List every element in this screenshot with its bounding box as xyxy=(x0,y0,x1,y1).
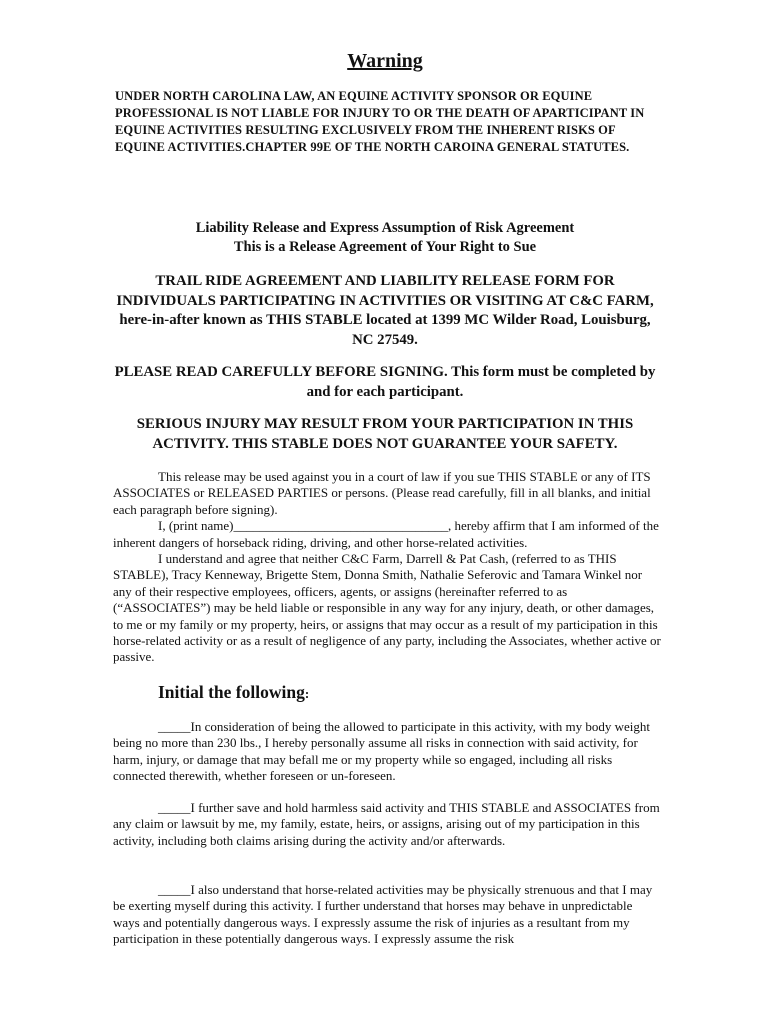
release-heading-line2: This is a Release Agreement of Your Right to Sue xyxy=(233,239,537,255)
serious-injury-notice: SERIOUS INJURY MAY RESULT FROM YOUR PARTICIPATION IN THIS ACTIVITY. THIS STABLE DOES NOT GUARANTEE YOUR SAFETY. xyxy=(136,416,634,452)
initial-item-3: _____I also understand that horse-related activities may be physically strenuous and that I may be exerting myself during this activity. I further understand that horses may behave in unpredictable ways and potentially dangerous ways. I expressly assume the risk of injuries as a resultant from my participation in these potentially dangerous ways. I expressly assume the risk xyxy=(113,882,653,947)
initial-heading: Initial the following: xyxy=(158,682,310,702)
release-heading xyxy=(110,219,660,257)
body-paragraph-3: I understand and agree that neither C&C Farm, Darrell & Pat Cash, (referred to as THIS STABLE), Tracy Kenneway, Brigette Stem, Donna Smith, Nathalie Seferovic and Tamara Winkel nor any of their respective employees, officers, agents, or assigns (hereinafter referred to as (“ASSOCIATES”) may be held liable or responsible in any way for any injury, death, or other damages, to me or my family or my property, heirs, or assigns that may occur as a result of my participation in this horse-related activity or as a result of negligence of any party, including the Associates, whether active or passive. xyxy=(113,551,661,665)
warning-title: Warning xyxy=(347,50,423,72)
initial-item-1: _____In consideration of being the allowed to participate in this activity, with my body weight being no more than 230 lbs., I hereby personally assume all risks in connection with said activity, for harm, injury, or damage that may befall me or my property while so engaged, including all risks connected therewith, whether foreseen or un-foreseen. xyxy=(113,719,650,784)
please-read-notice: PLEASE READ CAREFULLY BEFORE SIGNING. This form must be completed by and for each participant. xyxy=(114,364,656,400)
release-heading-line1: Liability Release and Express Assumption of Risk Agreement xyxy=(195,220,575,236)
body-paragraph-1: This release may be used against you in a court of law if you sue THIS STABLE or any of ITS ASSOCIATES or RELEASED PARTIES or persons. (Please read carefully, fill in all blanks, and initial each paragraph before signing). xyxy=(113,469,651,517)
body-paragraph-2: I, (print name)_________________________________, hereby affirm that I am informed of the inherent dangers of horseback riding, driving, and other horse-related activities. xyxy=(113,518,659,550)
initial-item-2: _____I further save and hold harmless said activity and THIS STABLE and ASSOCIATES from any claim or lawsuit by me, my family, estate, heirs, or assigns, arising out of my participation in this activity, including both claims arising during the activity and/or afterwards. xyxy=(113,800,660,848)
release-body xyxy=(113,469,661,666)
trail-ride-heading: TRAIL RIDE AGREEMENT AND LIABILITY RELEASE FORM FOR INDIVIDUALS PARTICIPATING IN ACTIVITIES OR VISITING AT C&C FARM, here-in-after known as THIS STABLE located at 1399 MC Wilder Road, Louisburg, NC 27549. xyxy=(116,273,654,348)
warning-statute-text: UNDER NORTH CAROLINA LAW, AN EQUINE ACTIVITY SPONSOR OR EQUINE PROFESSIONAL IS NOT LIABLE FOR INJURY TO OR THE DEATH OF APARTICIPANT IN EQUINE ACTIVITIES RESULTING EXCLUSIVELY FROM THE INHERENT RISKS OF EQUINE ACTIVITIES.CHAPTER 99E OF THE NORTH CAROINA GENERAL STATUTES. xyxy=(115,89,645,154)
